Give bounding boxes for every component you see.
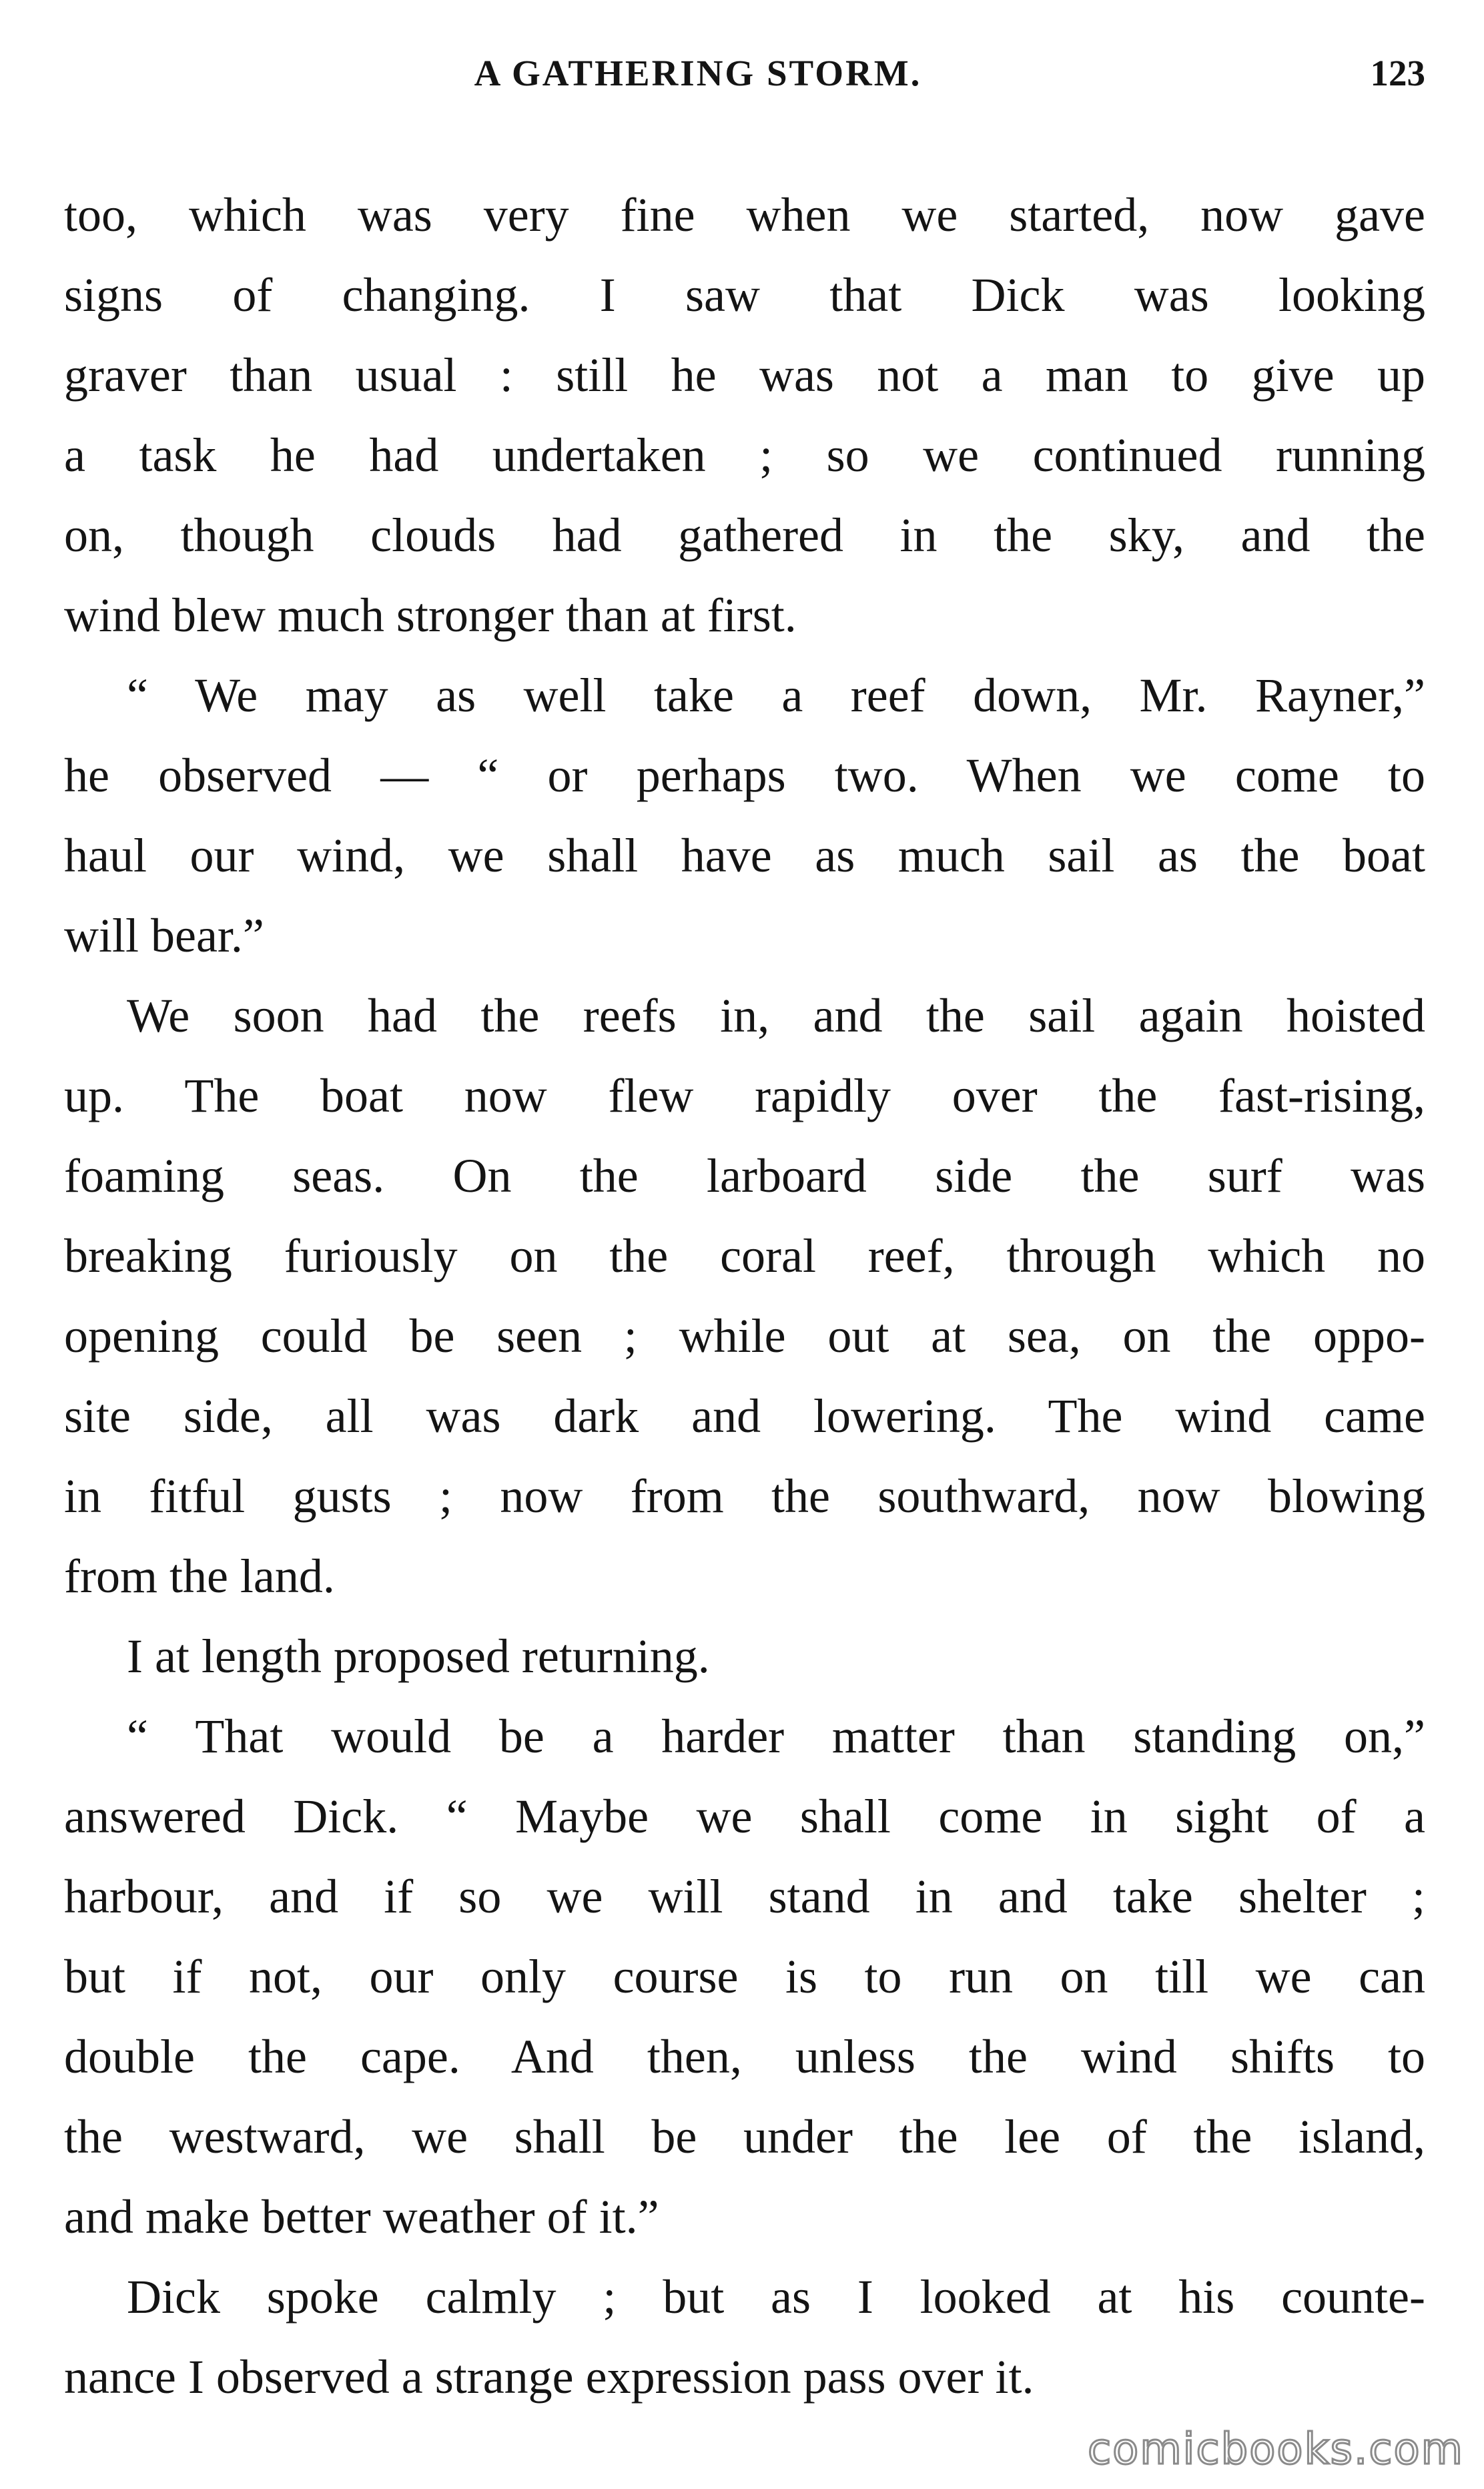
text-line: “ We may as well take a reef down, Mr. Rayner,” (127, 669, 1425, 722)
text-line: the westward, we shall be under the lee of the island, (64, 2110, 1425, 2163)
text-line: foaming seas. On the larboard side the surf was (64, 1149, 1425, 1202)
body-text (64, 175, 1425, 2417)
text-line: on, though clouds had gathered in the sky, and the (64, 508, 1425, 562)
text-line: opening could be seen ; while out at sea, on the oppo- (64, 1309, 1425, 1363)
text-line: double the cape. And then, unless the wind shifts to (64, 2030, 1425, 2083)
text-line: in fitful gusts ; now from the southward, now blowing (64, 1469, 1425, 1523)
text-line: We soon had the reefs in, and the sail again hoisted (127, 989, 1425, 1042)
text-line: he observed — “ or perhaps two. When we come to (64, 749, 1425, 802)
text-line: I at length proposed returning. (127, 1630, 710, 1683)
text-line: wind blew much stronger than at first. (64, 589, 797, 642)
text-line: graver than usual : still he was not a man to give up (64, 348, 1425, 402)
text-line: but if not, our only course is to run on till we can (64, 1950, 1425, 2003)
text-line: will bear.” (64, 909, 264, 962)
text-line: harbour, and if so we will stand in and take shelter ; (64, 1870, 1425, 1923)
text-line: answered Dick. “ Maybe we shall come in sight of a (64, 1790, 1425, 1843)
text-line: from the land. (64, 1549, 335, 1603)
text-line: Dick spoke calmly ; but as I looked at his counte- (127, 2270, 1425, 2324)
text-line: breaking furiously on the coral reef, through which no (64, 1229, 1425, 1283)
running-head (64, 52, 1425, 105)
text-line: and make better weather of it.” (64, 2190, 659, 2243)
text-line: signs of changing. I saw that Dick was looking (64, 268, 1425, 322)
text-line: “ That would be a harder matter than standing on,” (127, 1710, 1425, 1763)
text-line: up. The boat now flew rapidly over the fast-rising, (64, 1069, 1425, 1122)
text-line: site side, all was dark and lowering. The wind came (64, 1389, 1425, 1443)
text-line: too, which was very fine when we started, now gave (64, 188, 1425, 242)
text-line: a task he had undertaken ; so we continued running (64, 428, 1425, 482)
watermark: comicbooks.com (1087, 2425, 1464, 2474)
text-line: haul our wind, we shall have as much sail as the boat (64, 829, 1425, 882)
page-number: 123 (1370, 53, 1425, 93)
text-line: nance I observed a strange expression pass over it. (64, 2350, 1034, 2404)
running-title: A GATHERING STORM. (474, 53, 922, 93)
